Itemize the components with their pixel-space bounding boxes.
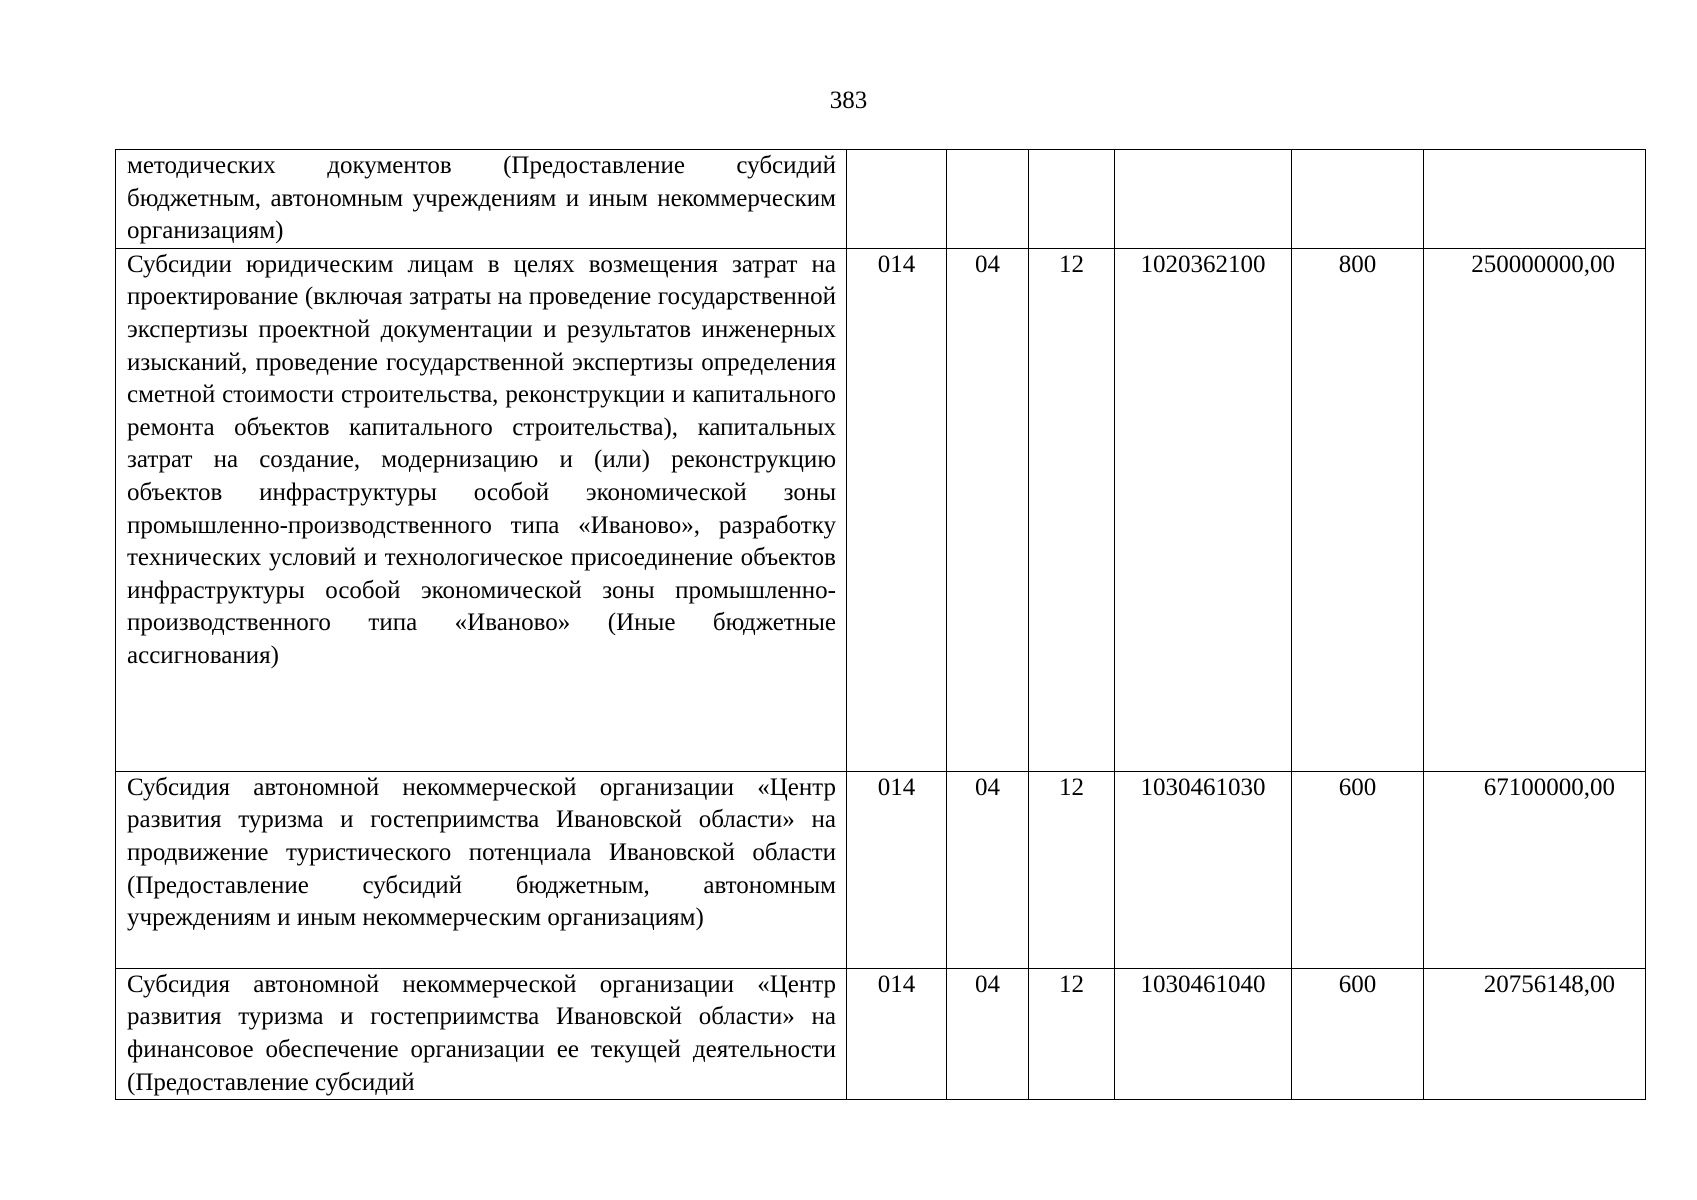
target-article-cell: 1020362100 [1115, 248, 1292, 771]
table-row [116, 150, 1646, 249]
row-description: методических документов (Предоставление субсидий бюджетным, автономным учреждениям и иным некоммерческим организациям) [116, 150, 847, 249]
amount-cell [1424, 150, 1646, 249]
subsection-code-cell [1029, 150, 1115, 249]
section-code-cell: 04 [947, 771, 1029, 968]
ministry-code-cell [847, 150, 947, 249]
expense-type-cell: 600 [1292, 968, 1424, 1099]
amount-cell: 20756148,00 [1424, 968, 1646, 1099]
expense-type-cell: 600 [1292, 771, 1424, 968]
section-code-cell: 04 [947, 968, 1029, 1099]
page-number: 383 [829, 87, 868, 114]
expense-type-cell [1292, 150, 1424, 249]
subsection-code-cell: 12 [1029, 771, 1115, 968]
ministry-code-cell: 014 [847, 248, 947, 771]
ministry-code-cell: 014 [847, 968, 947, 1099]
target-article-cell [1115, 150, 1292, 249]
amount-cell: 67100000,00 [1424, 771, 1646, 968]
budget-table [115, 149, 1646, 1100]
table-row [116, 968, 1646, 1099]
ministry-code-cell: 014 [847, 771, 947, 968]
subsection-code-cell: 12 [1029, 248, 1115, 771]
row-description: Субсидия автономной некоммерческой организации «Центр развития туризма и гостеприимства Ивановской области» на продвижение туристического потенциала Ивановской области (Предоставление субсидий бюджетным, автономным учреждениям и иным некоммерческим организациям) [116, 771, 847, 968]
expense-type-cell: 800 [1292, 248, 1424, 771]
row-description: Субсидии юридическим лицам в целях возмещения затрат на проектирование (включая затраты на проведение государственной экспертизы проектной документации и результатов инженерных изысканий, проведение государственной экспертизы определения сметной стоимости строительства, реконструкции и капитального ремонта объектов капитального строительства), капитальных затрат на создание, модернизацию и (или) реконструкцию объектов инфраструктуры особой экономической зоны промышленно-производственного типа «Иваново», разработку технических условий и технологическое присоединение объектов инфраструктуры особой экономической зоны промышленно-производственного типа «Иваново» (Иные бюджетные ассигнования) [116, 248, 847, 771]
subsection-code-cell: 12 [1029, 968, 1115, 1099]
target-article-cell: 1030461030 [1115, 771, 1292, 968]
target-article-cell: 1030461040 [1115, 968, 1292, 1099]
table-row [116, 771, 1646, 968]
amount-cell: 250000000,00 [1424, 248, 1646, 771]
row-description: Субсидия автономной некоммерческой организации «Центр развития туризма и гостеприимства Ивановской области» на финансовое обеспечение организации ее текущей деятельности (Предоставление субсидий [116, 968, 847, 1099]
section-code-cell [947, 150, 1029, 249]
table-row [116, 248, 1646, 771]
section-code-cell: 04 [947, 248, 1029, 771]
